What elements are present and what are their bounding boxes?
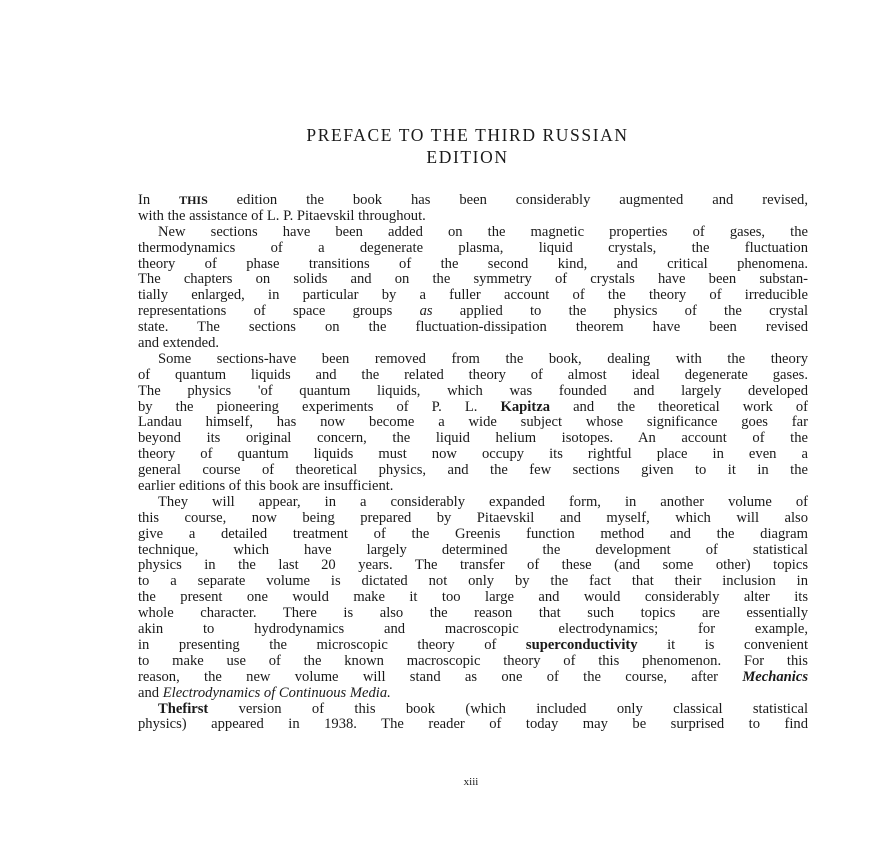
text-line: Thefirst version of this book (which included only classical statistical (158, 701, 808, 717)
text-line: by the pioneering experiments of P. L. Kapitza and the theoretical work of (138, 399, 808, 415)
text-line: earlier editions of this book are insufficient. (138, 479, 394, 495)
page-title-line-1: PREFACE TO THE THIRD RUSSIAN (306, 125, 629, 145)
text-line: Some sections-have been removed from the book, dealing with the theory (158, 351, 808, 367)
text-line: The chapters on solids and on the symmetry of crystals have been substan- (138, 272, 808, 288)
paragraph (138, 225, 808, 352)
page-title-line-2: EDITION (426, 147, 509, 167)
text-line: with the assistance of L. P. Pitaevskil throughout. (138, 208, 426, 224)
body-text (138, 193, 808, 733)
text-line: in presenting the microscopic theory of superconductivity it is convenient (138, 637, 808, 653)
text-line: beyond its original concern, the liquid helium isotopes. An account of the (138, 431, 808, 447)
text-line: theory of phase transitions of the second kind, and critical phenomena. (138, 256, 808, 272)
text-line: thermodynamics of a degenerate plasma, liquid crystals, the fluctuation (138, 240, 808, 256)
paragraph (138, 352, 808, 495)
text-line: this course, now being prepared by Pitaevskil and myself, which will also (138, 510, 808, 526)
text-line: physics) appeared in 1938. The reader of today may be surprised to find (138, 717, 808, 733)
text-line: New sections have been added on the magnetic properties of gases, the (158, 224, 808, 240)
page-number: xiii (463, 776, 479, 788)
paragraph (138, 495, 808, 702)
text-line: to a separate volume is dictated not only by the fact that their inclusion in (138, 574, 808, 590)
text-line: the present one would make it too large and would considerably alter its (138, 590, 808, 606)
text-line: whole character. There is also the reason that such topics are essentially (138, 606, 808, 622)
paragraph (138, 193, 808, 225)
text-line: give a detailed treatment of the Greenis function method and the diagram (138, 526, 808, 542)
text-line: general course of theoretical physics, and the few sections given to it in the (138, 463, 808, 479)
text-line: state. The sections on the fluctuation-dissipation theorem have been revised (138, 320, 808, 336)
text-line: of quantum liquids and the related theory of almost ideal degenerate gases. (138, 367, 808, 383)
text-line: and Electrodynamics of Continuous Media. (138, 685, 391, 701)
text-line: The physics 'of quantum liquids, which was founded and largely developed (138, 383, 808, 399)
text-line: technique, which have largely determined the development of statistical (138, 542, 808, 558)
text-line: to make use of the known macroscopic theory of this phenomenon. For this (138, 653, 808, 669)
text-line: They will appear, in a considerably expanded form, in another volume of (158, 494, 808, 510)
text-line: physics in the last 20 years. The transfer of these (and some other) topics (138, 558, 808, 574)
text-line: akin to hydrodynamics and macroscopic electrodynamics; for example, (138, 622, 808, 638)
text-line: theory of quantum liquids must now occupy its rightful place in even a (138, 447, 808, 463)
text-line: reason, the new volume will stand as one of the course, after Mechanics (138, 669, 808, 685)
paragraph (138, 702, 808, 734)
text-line: tially enlarged, in particular by a fuller account of the theory of irreducible (138, 288, 808, 304)
text-line: and extended. (138, 336, 220, 352)
text-line: Landau himself, has now become a wide subject whose significance goes far (138, 415, 808, 431)
text-line: representations of space groups as applied to the physics of the crystal (138, 304, 808, 320)
text-line: In THIS edition the book has been considerably augmented and revised, (138, 193, 808, 208)
